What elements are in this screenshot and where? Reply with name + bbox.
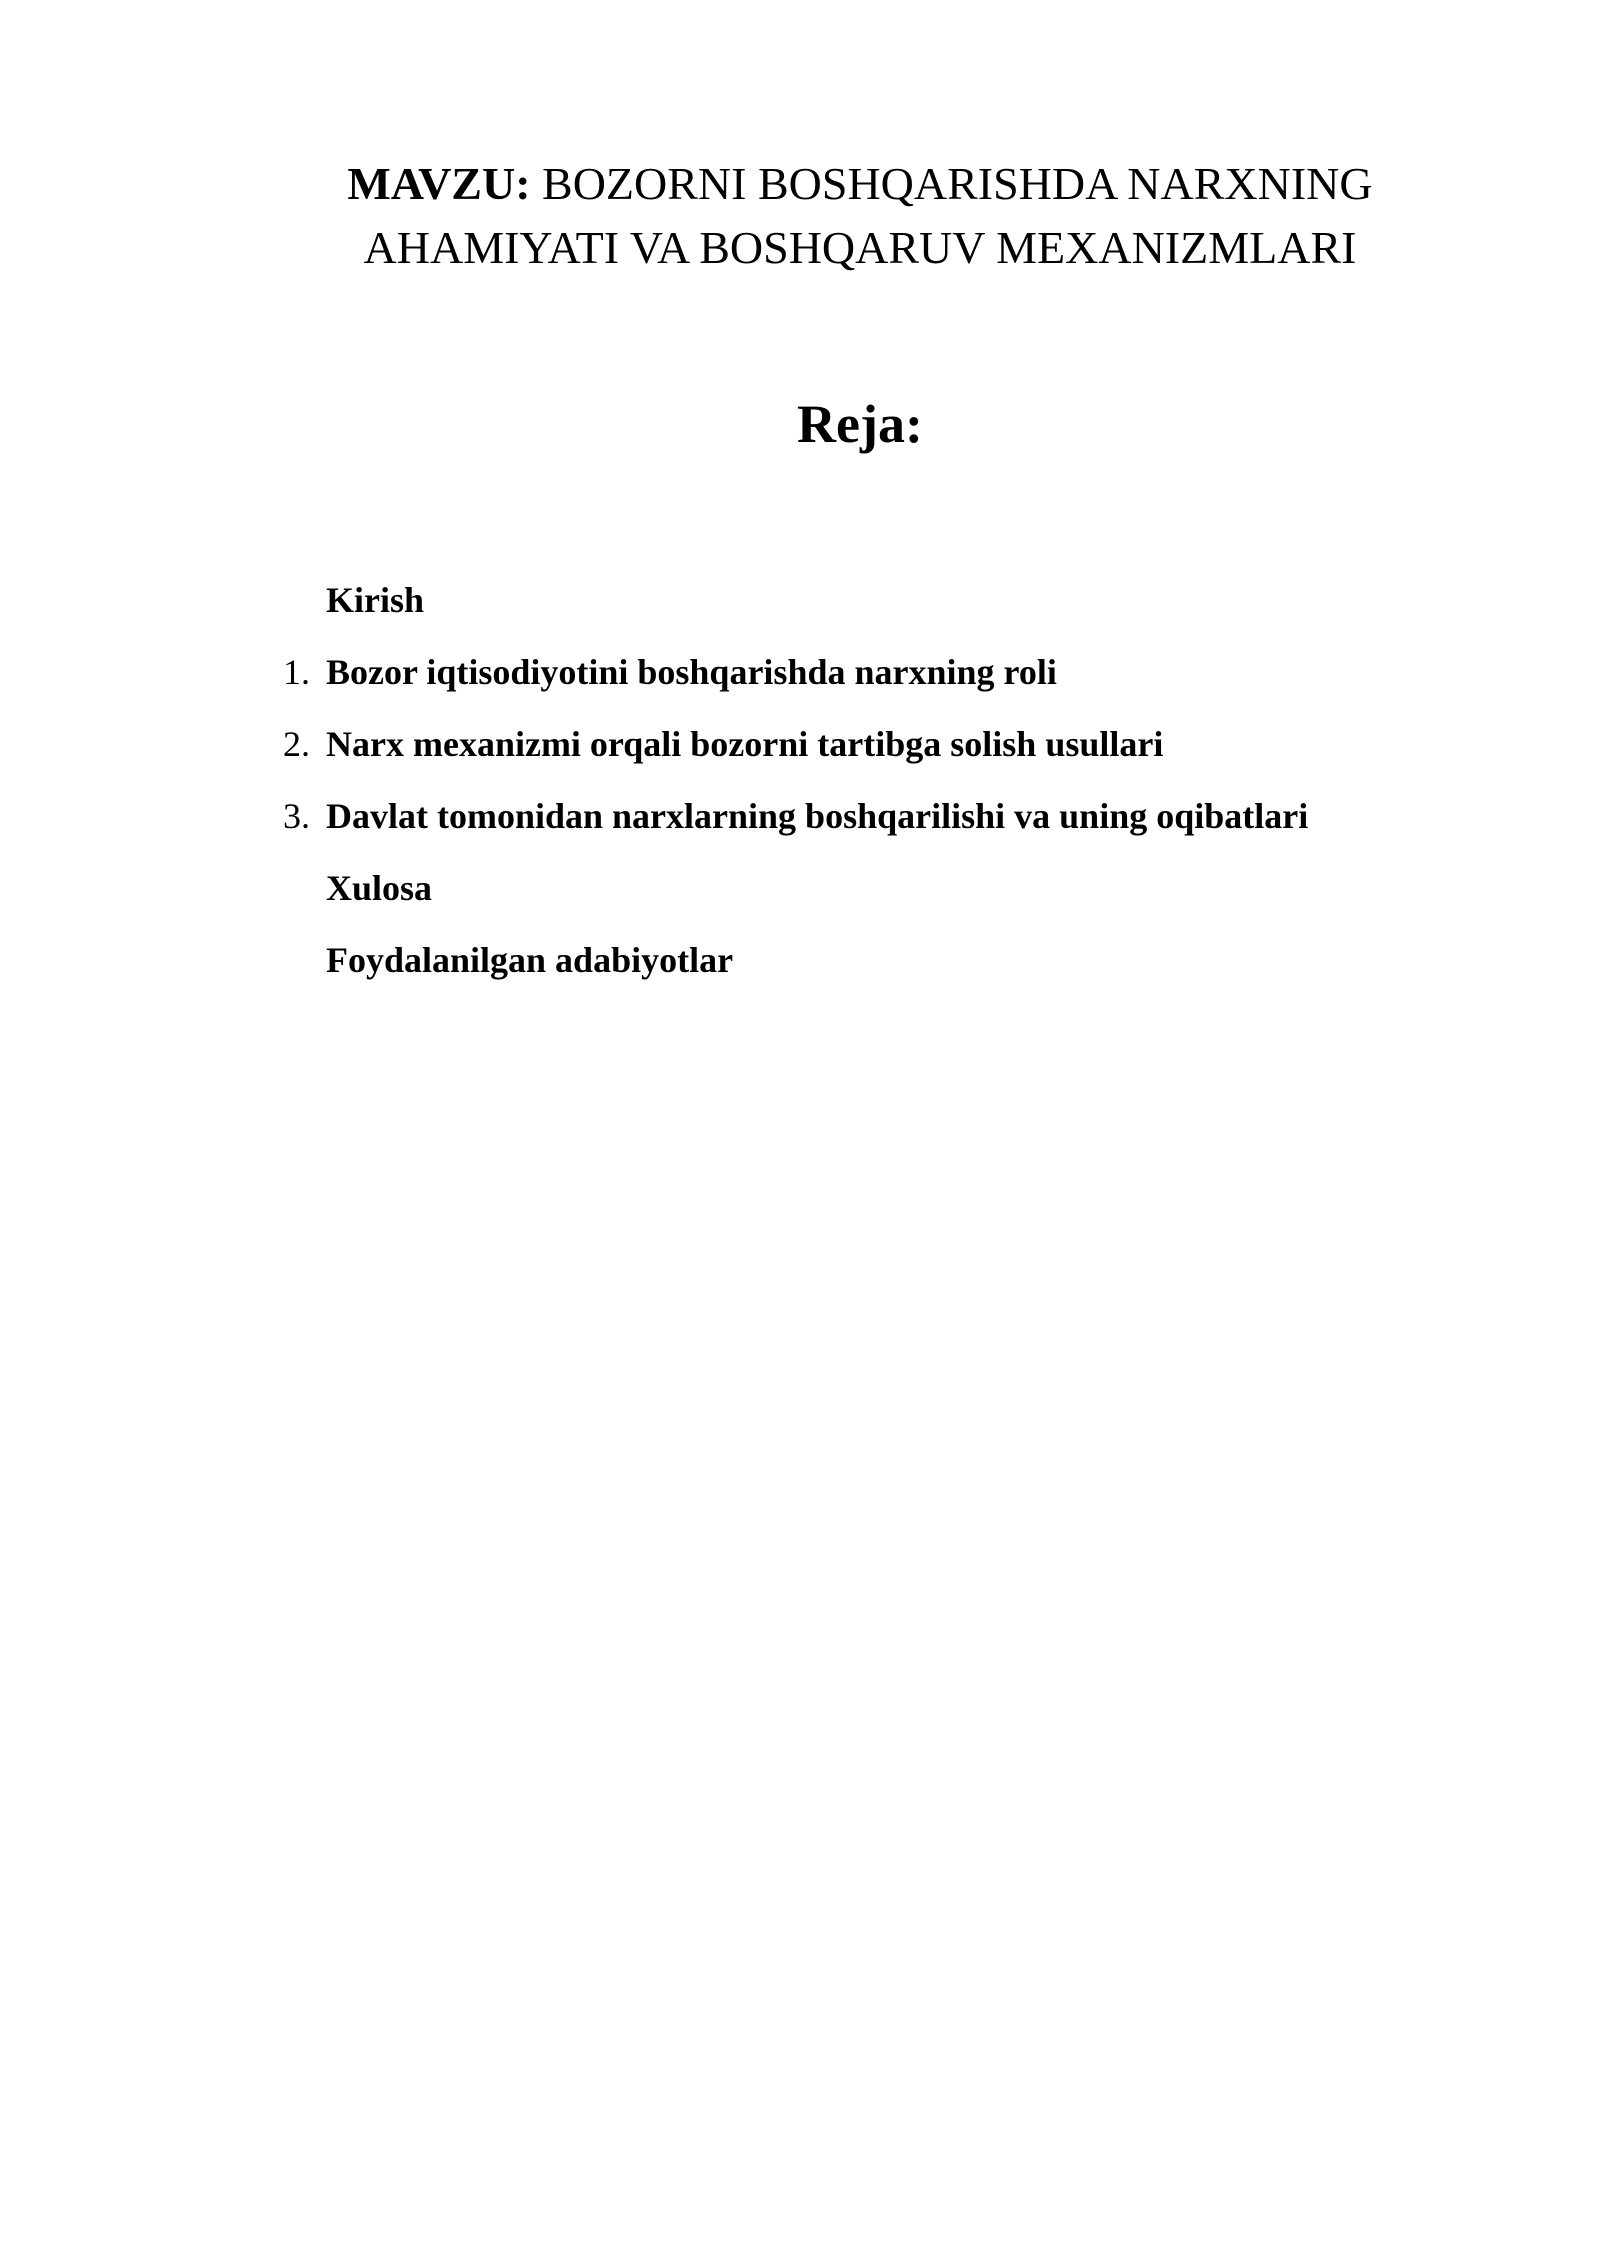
outline-intro [270, 572, 1470, 644]
topic-line-2: AHAMIYATI VA BOSHQARUV MEXANIZMLARI [363, 222, 1357, 273]
topic-line-1: BOZORNI BOSHQARISHDA NARXNING [542, 158, 1373, 209]
outline-conclusion-text: Xulosa [326, 868, 433, 908]
outline-item-1 [270, 644, 1470, 716]
outline-intro-text: Kirish [326, 580, 425, 620]
outline-item-text: Davlat tomonidan narxlarning boshqarilishi va uning oqibatlari [326, 796, 1309, 836]
topic-title [260, 152, 1460, 280]
outline-references-text: Foydalanilgan adabiyotlar [326, 940, 734, 980]
outline-item-text: Narx mexanizmi orqali bozorni tartibga solish usullari [326, 724, 1164, 764]
outline-conclusion [270, 860, 1470, 932]
outline-item-number: 2. [283, 724, 310, 764]
outline-item-text: Bozor iqtisodiyotini boshqarishda narxning roli [326, 652, 1057, 692]
outline-item-number: 3. [283, 796, 310, 836]
outline-references [270, 932, 1470, 1004]
outline-item-3 [270, 788, 1470, 860]
outline-item-number: 1. [283, 652, 310, 692]
plan-heading: Reja: [797, 394, 923, 454]
outline-item-2 [270, 716, 1470, 788]
topic-label: MAVZU: [347, 158, 531, 209]
plan-outline [270, 572, 1470, 1004]
